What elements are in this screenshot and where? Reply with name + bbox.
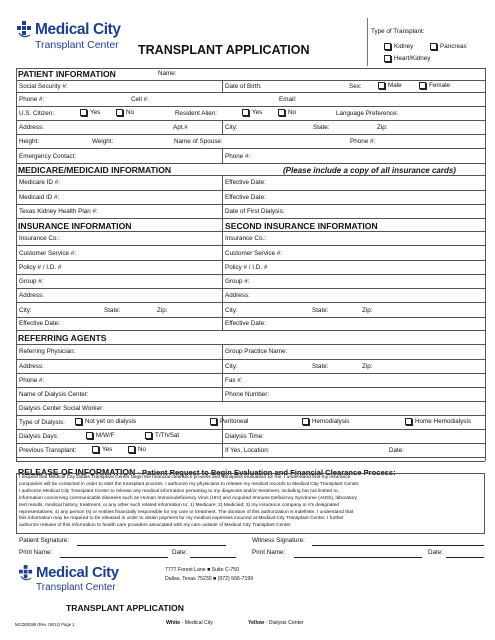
group2-field[interactable]: Group #: [225,278,250,285]
email-field[interactable]: Email: [279,96,297,103]
tkhp-field[interactable]: Texas Kidney Health Plan #: [19,208,98,215]
insurance-effective-field[interactable]: Effective Date: [19,320,60,327]
home-hemodialysis-checkbox[interactable] [405,418,412,425]
referring-zip-field[interactable]: Zip: [362,363,373,370]
address-field[interactable]: Address: [19,124,44,131]
heart-kidney-checkbox[interactable] [384,55,391,62]
patient-print-name-line[interactable] [60,557,168,558]
ssn-field[interactable]: Social Security #: [19,83,68,90]
sex-label: Sex: [349,83,362,90]
hemodialysis-checkbox[interactable] [302,418,309,425]
footer-logo-name: Medical City [36,564,119,581]
medical-city-cross-logo [17,21,33,44]
citizen-no-checkbox[interactable] [116,109,123,116]
logo-subtitle: Transplant Center [35,39,119,51]
patient-signature-line[interactable] [77,545,226,546]
release-paragraph: I request that Medical City Dallas Transplant Center begin the financial clearance process and transplant evaluation for me. I understand that my insurance companies will be contacted in order to start the transplant process. I authorize my physicians to release my medical records to Medical City Transplant Center. I authorize Medical City Transplant Center to release any medical information pertaining to my diagnosis and/or treatment, including but not limited to, information concerning communicable diseases such as Human Immunodeficiency Virus (HIV) and Acquired Immune Deficiency Syndrome (AIDS), laboratory test results, medical history, treatment, or any other such related information to: 1) Medicare; 2) Medicaid; 3) my insurance company or it's designated representatives; 4) any person (s) or entities financially responsible for my care or treatment. The duration of this authorization is indefinite. I understand that this information may be required to be released in order to obtain payment for my medical expenses incurred at Medical City Transplant Center. I further authorize release of this information to health care providers associated with my care outside of Medical City Transplant Center. [19,475,360,529]
insurance-card-note: (Please include a copy of all insurance cards) [283,166,456,175]
emergency-phone-field[interactable]: Phone #: [225,153,251,160]
dialysis-center-field[interactable]: Name of Dialysis Center: [19,391,89,398]
witness-date-label: Date: [428,549,444,556]
group-practice-field[interactable]: Group Practice Name: [225,348,288,355]
customer-service2-field[interactable]: Customer Service #: [225,250,283,257]
policy2-field[interactable]: Policy # / I.D. # [225,264,268,271]
spouse-phone-field[interactable]: Phone #: [350,138,376,145]
referring-city-field[interactable]: City: [225,363,238,370]
insurance-address-field[interactable]: Address: [19,292,44,299]
witness-signature-line[interactable] [312,545,484,546]
center-phone-field[interactable]: Phone Number: [225,391,270,398]
medicaid-id-field[interactable]: Medicaid ID #: [19,194,60,201]
weight-field[interactable]: Weight: [92,138,114,145]
medicare-heading: MEDICARE/MEDICAID INFORMATION [18,165,172,175]
dialysis-type-not-yet[interactable]: Not yet on dialysis [75,418,136,425]
medicare-id-field[interactable]: Medicare ID #: [19,179,60,186]
dialysis-type-home[interactable]: Home Hemodialysis [405,418,471,425]
page-title: TRANSPLANT APPLICATION [138,43,310,57]
not-yet-checkbox[interactable] [75,418,82,425]
dialysis-time-field[interactable]: Dialysis Time: [225,433,264,440]
insurance2-address-field[interactable]: Address: [225,292,250,299]
resident-no-checkbox[interactable] [278,109,285,116]
dialysis-type-peritoneal[interactable]: Peritoneal [210,418,248,425]
city-field[interactable]: City: [225,124,238,131]
referring-physician-field[interactable]: Referring Physician: [19,348,76,355]
apt-field[interactable]: Apt.# [173,124,188,131]
referring-state-field[interactable]: State: [312,363,329,370]
copy-white-note: White - Medical City [166,620,213,626]
kidney-checkbox[interactable] [384,43,391,50]
group-field[interactable]: Group #: [19,278,44,285]
male-checkbox[interactable] [378,82,385,89]
tths-checkbox[interactable] [145,432,152,439]
witness-signature-label: Witness Signature: [252,537,305,544]
patient-date-line[interactable] [190,557,236,558]
witness-date-line[interactable] [446,557,484,558]
emergency-contact-field[interactable]: Emergency Contact: [19,153,77,160]
footer-title: TRANSPLANT APPLICATION [66,603,184,613]
resident-yes-checkbox[interactable] [242,109,249,116]
copy-yellow-note: Yellow - Dialysis Center [248,620,304,626]
referring-phone-field[interactable]: Phone #: [19,377,45,384]
previous-yes-option[interactable]: Yes [92,446,112,453]
release-subheading: - Patient Request to Begin Evaluation and Financial Clearance Process: [135,468,396,477]
resident-label: Resident Alien: [175,110,218,117]
insurance-zip-field[interactable]: Zip: [157,307,168,314]
insurance-state-field[interactable]: State: [104,307,121,314]
resident-yes-option[interactable]: Yes [242,109,262,116]
referring-heading: REFERRING AGENTS [18,333,107,343]
insurance2-state-field[interactable]: State: [312,307,329,314]
previous-yes-checkbox[interactable] [92,446,99,453]
patient-info-heading: PATIENT INFORMATION [18,69,116,79]
footer-address-line2: Dallas, Texas 75230 ■ (972) 566-7199 [165,576,254,582]
insurance2-city-field[interactable]: City: [225,307,238,314]
social-worker-field[interactable]: Dialysis Center Social Worker: [19,405,104,412]
previous-location-field[interactable]: If Yes, Location: [225,447,270,454]
days-tths-option[interactable]: T/Th/Sat [145,432,179,439]
previous-no-checkbox[interactable] [128,446,135,453]
resident-no-option[interactable]: No [278,109,296,116]
insurance2-company-field[interactable]: Insurance Co.: [225,235,266,242]
second-insurance-heading: SECOND INSURANCE INFORMATION [225,221,378,231]
citizen-yes-option[interactable]: Yes [80,109,100,116]
previous-date-field[interactable]: Date: [389,447,405,454]
medicaid-effective-field[interactable]: Effective Date: [225,194,266,201]
phone-field[interactable]: Phone #: [19,96,45,103]
customer-service-field[interactable]: Customer Service #: [19,250,77,257]
transplant-type-label: Type of Transplant: [371,28,425,35]
dob-field[interactable]: Date of Birth: [225,83,262,90]
patient-print-name-label: Print Name: [19,549,53,556]
form-code: MCD00288 (Rev. 08/12) Page 1 [15,622,75,627]
insurance2-effective-field[interactable]: Effective Date: [225,320,266,327]
spouse-field[interactable]: Name of Spouse: [174,138,223,145]
dialysis-days-label: Dialysis Days: [19,433,59,440]
zip-field[interactable]: Zip: [377,124,388,131]
witness-print-name-label: Print Name: [252,549,286,556]
citizen-no-option[interactable]: No [116,109,134,116]
referring-address-field[interactable]: Address: [19,363,44,370]
policy-field[interactable]: Policy # / I.D. # [19,264,62,271]
footer-logo-subtitle: Transplant Center [36,582,116,593]
previous-transplant-label: Previous Transplant: [19,447,77,454]
days-mwf-option[interactable]: M/W/F [86,432,115,439]
dialysis-type-label: Type of Dialysis: [19,419,65,426]
previous-no-option[interactable]: No [128,446,146,453]
female-checkbox[interactable] [419,82,426,89]
first-dialysis-field[interactable]: Date of First Dialysis: [225,208,285,215]
pancreas-checkbox[interactable] [430,43,437,50]
citizen-label: U.S. Citizen: [19,110,54,117]
name-field[interactable]: Name: [158,70,177,77]
patient-date-label: Date: [172,549,188,556]
type-kidney-option[interactable]: Kidney [384,43,413,50]
release-heading: RELEASE OF INFORMATION [18,467,136,477]
type-heart-kidney-option[interactable]: Heart/Kidney [384,55,430,62]
mwf-checkbox[interactable] [86,432,93,439]
peritoneal-checkbox[interactable] [210,418,217,425]
language-field[interactable]: Language Preference: [336,110,399,117]
footer-address-line1: 7777 Forest Lane ■ Suite C-750 [165,567,240,573]
insurance-company-field[interactable]: Insurance Co.: [19,235,60,242]
sex-female-option[interactable]: Female [419,82,450,89]
logo-name: Medical City [35,21,121,38]
sex-male-option[interactable]: Male [378,82,402,89]
type-pancreas-option[interactable]: Pancreas [430,43,467,50]
insurance2-zip-field[interactable]: Zip: [362,307,373,314]
insurance-heading: INSURANCE INFORMATION [18,221,132,231]
medicare-effective-field[interactable]: Effective Date: [225,179,266,186]
patient-signature-label: Patient Signature: [19,537,70,544]
dialysis-type-hemodialysis[interactable]: Hemodialysis [302,418,349,425]
insurance-city-field[interactable]: City: [19,307,32,314]
referring-fax-field[interactable]: Fax #: [225,377,243,384]
state-field[interactable]: State: [313,124,330,131]
witness-print-name-line[interactable] [294,557,422,558]
height-field[interactable]: Height: [19,138,39,145]
cell-field[interactable]: Cell #: [131,96,149,103]
footer-cross-logo [19,565,34,587]
citizen-yes-checkbox[interactable] [80,109,87,116]
